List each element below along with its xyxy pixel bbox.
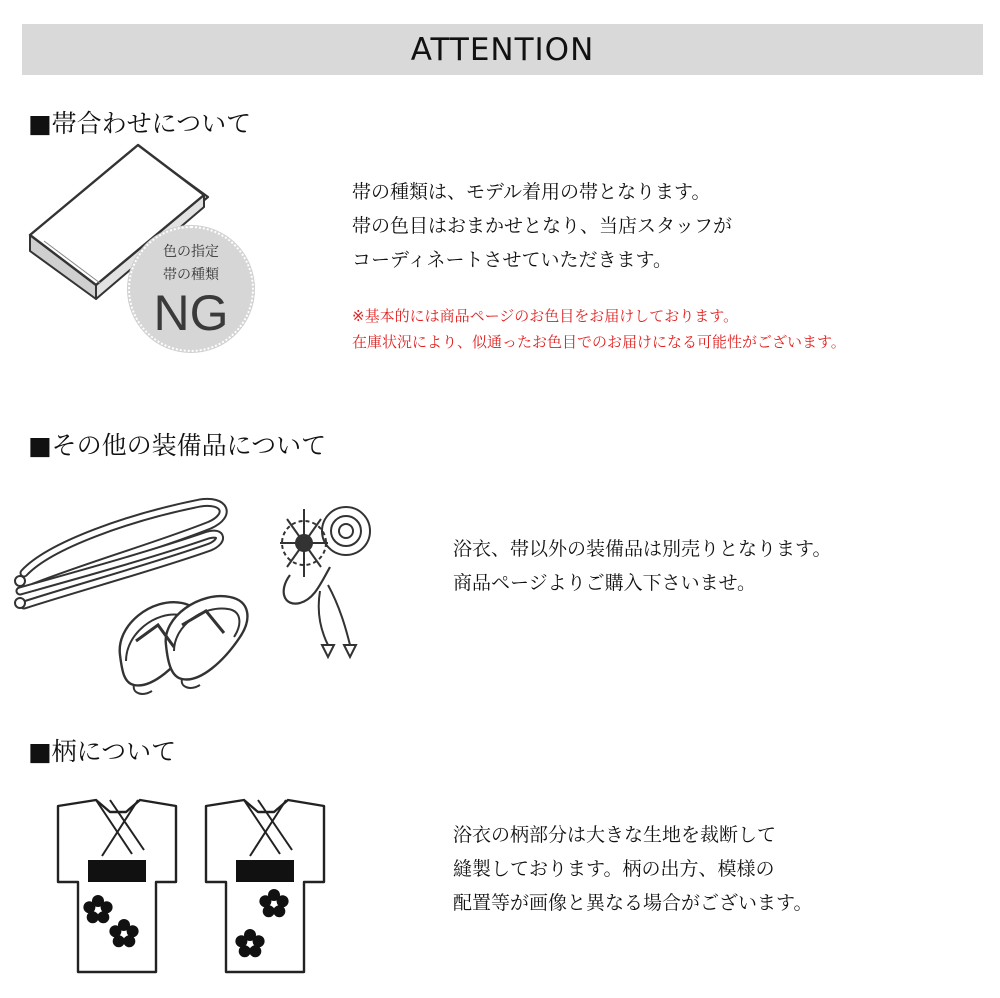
section-title-pattern: ■柄について [28, 737, 177, 766]
text-line: 浴衣の柄部分は大きな生地を裁断して [453, 824, 777, 846]
badge-ng: NG [153, 285, 229, 341]
obi-description [352, 175, 732, 277]
badge-line-color: 色の指定 [163, 244, 219, 260]
text-line: 商品ページよりご購入下さいませ。 [453, 572, 757, 594]
hair-ornament-icon [270, 495, 380, 665]
note-line: ※基本的には商品ページのお色目をお届けしております。 [352, 307, 739, 325]
page-title: ATTENTION [410, 31, 595, 68]
ng-badge [128, 226, 254, 352]
text-line: コーディネートさせていただきます。 [352, 249, 672, 271]
text-line: 縫製しております。柄の出方、模様の [453, 858, 775, 880]
section-title-accessories: ■その他の装備品について [28, 431, 327, 460]
yukata-icon [52, 798, 182, 976]
geta-sandals-icon [112, 585, 262, 700]
attention-banner [22, 24, 983, 75]
badge-line-type: 帯の種類 [163, 267, 219, 283]
yukata-icon [200, 798, 330, 976]
note-line: 在庫状況により、似通ったお色目でのお届けになる可能性がございます。 [352, 333, 846, 351]
obi-note [352, 303, 846, 355]
pattern-description [453, 818, 812, 920]
accessories-description [453, 532, 831, 600]
section-title-obi: ■帯合わせについて [28, 109, 252, 138]
text-line: 浴衣、帯以外の装備品は別売りとなります。 [453, 538, 832, 560]
text-line: 配置等が画像と異なる場合がございます。 [453, 892, 813, 914]
text-line: 帯の種類は、モデル着用の帯となります。 [352, 181, 711, 203]
text-line: 帯の色目はおまかせとなり、当店スタッフが [352, 215, 733, 237]
